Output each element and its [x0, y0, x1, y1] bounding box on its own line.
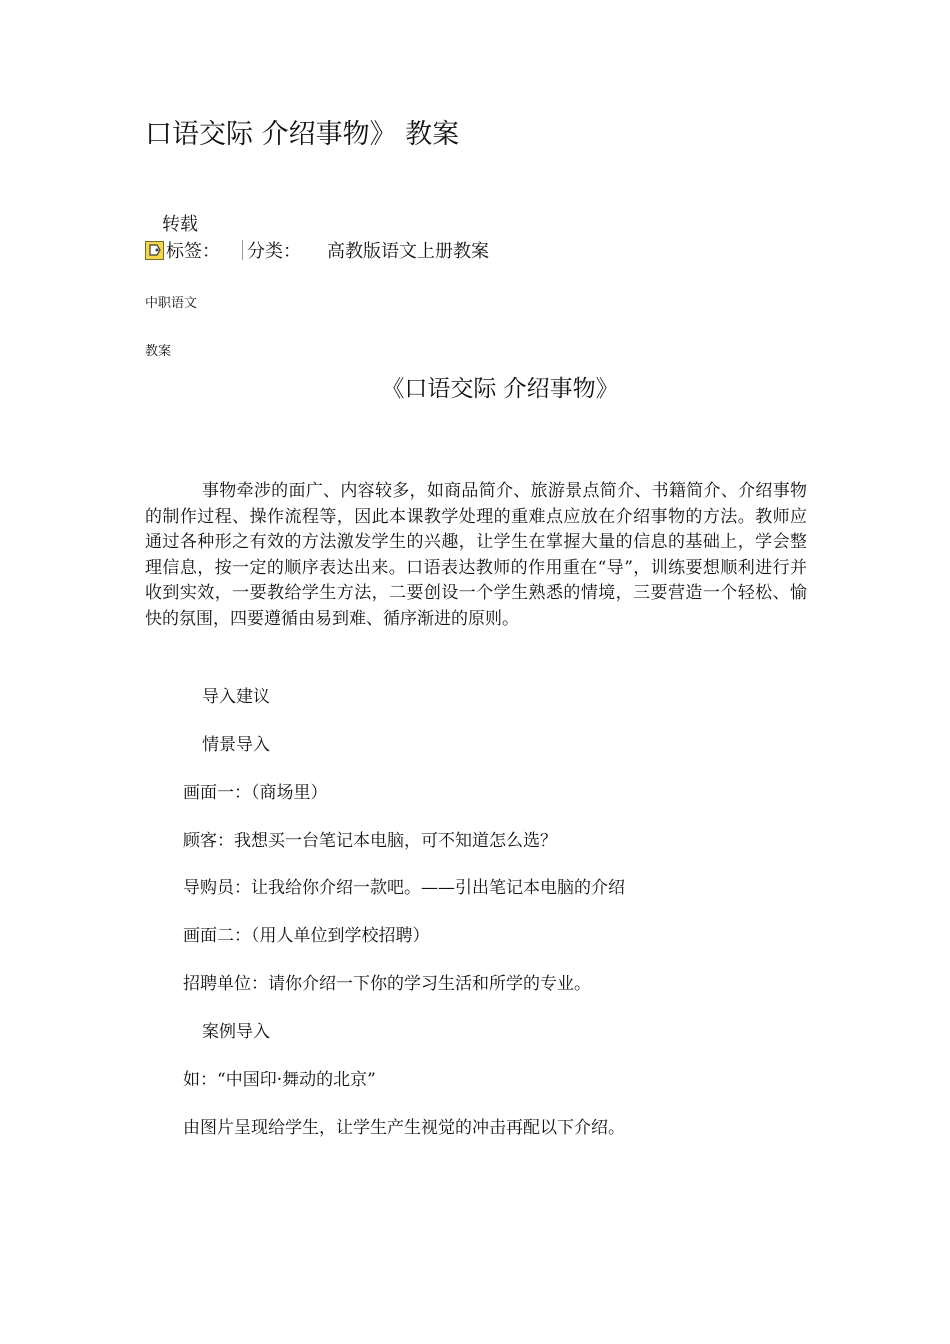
- document-title: 口语交际 介绍事物》 教案: [145, 119, 460, 150]
- repost-label: 转载: [162, 214, 198, 235]
- meta-divider: [242, 240, 243, 260]
- meta-row: [145, 237, 489, 263]
- example-line: 如：“中国印·舞动的北京”: [183, 1070, 376, 1090]
- guide-line: 导购员：让我给你介绍一款吧。——引出笔记本电脑的介绍: [183, 878, 625, 898]
- scene-two-line: 画面二：（用人单位到学校招聘）: [183, 926, 430, 946]
- recruiter-line: 招聘单位：请你介绍一下你的学习生活和所学的专业。: [183, 974, 591, 994]
- case-intro-heading: 案例导入: [202, 1022, 270, 1042]
- tags-label: 标签：: [166, 241, 220, 262]
- customer-line: 顾客：我想买一台笔记本电脑，可不知道怎么选？: [183, 831, 557, 851]
- category-label: 分类：: [247, 241, 301, 262]
- image-note-line: 由图片呈现给学生，让学生产生视觉的冲击再配以下介绍。: [183, 1118, 625, 1138]
- tag-icon[interactable]: [145, 241, 164, 260]
- type-label: 教案: [145, 344, 172, 359]
- lesson-title: 《口语交际 介绍事物》: [381, 376, 619, 402]
- scene-intro-heading: 情景导入: [202, 735, 270, 755]
- intro-suggestion-heading: 导入建议: [202, 687, 270, 707]
- intro-paragraph: 事物牵涉的面广、内容较多，如商品简介、旅游景点简介、书籍简介、介绍事物的制作过程、操作流程等，因此本课教学处理的重难点应放在介绍事物的方法。教师应通过各种形之有效的方法激发学生的兴趣，让学生在掌握大量的信息的基础上，学会整理信息，按一定的顺序表达出来。口语表达教师的作用重在“导”，训练要想顺利进行并收到实效，一要教给学生方法，二要创设一个学生熟悉的情境，三要营造一个轻松、愉快的氛围，四要遵循由易到难、循序渐进的原则。: [145, 481, 807, 629]
- category-link[interactable]: 高教版语文上册教案: [327, 241, 489, 262]
- scene-one-line: 画面一：（商场里）: [183, 783, 328, 803]
- subject-label: 中职语文: [145, 296, 198, 311]
